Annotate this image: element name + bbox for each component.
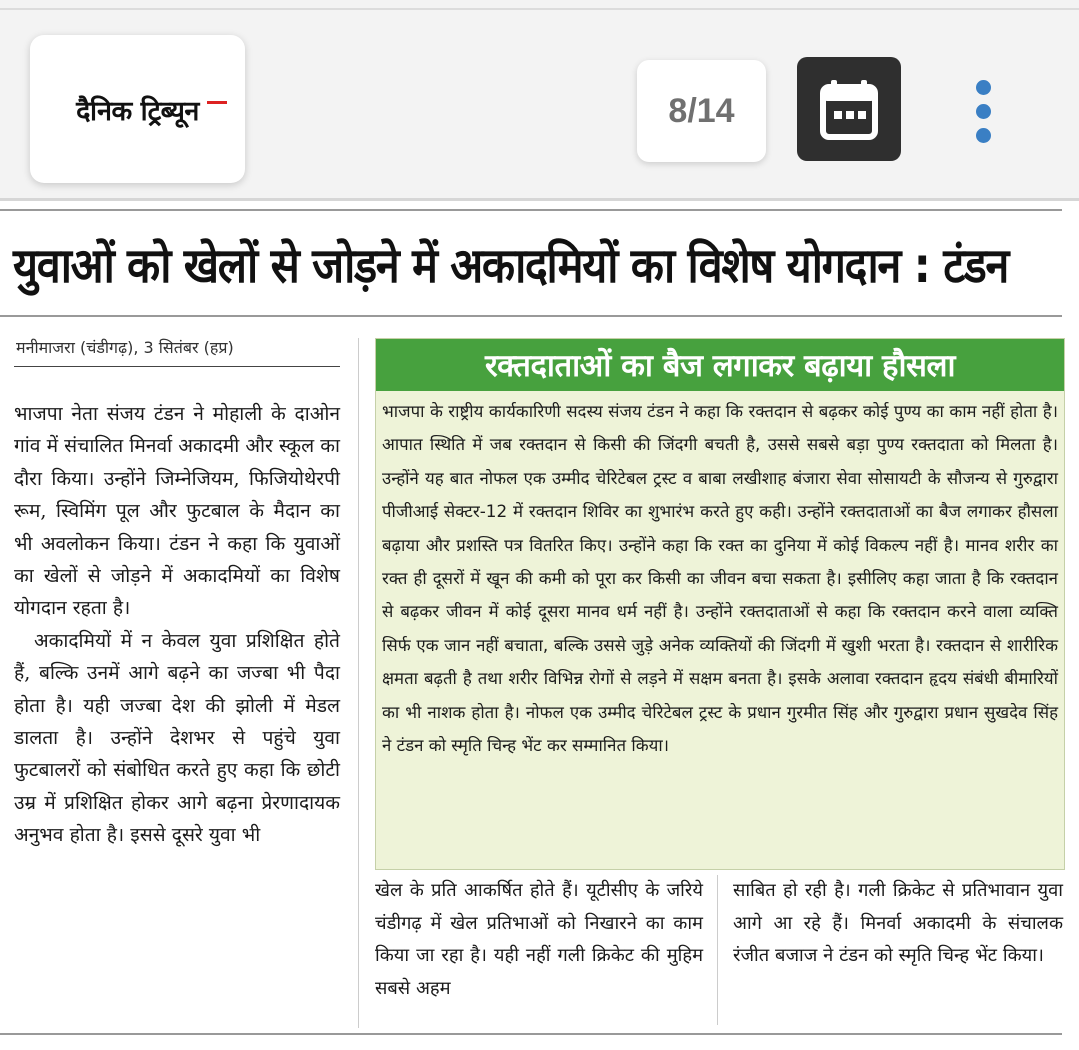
page-indicator: 8/14 (668, 91, 735, 130)
box-headline: रक्तदाताओं का बैज लगाकर बढ़ाया हौसला (376, 339, 1064, 391)
clipping-top-rule (0, 209, 1062, 211)
dateline-rule (14, 366, 340, 367)
article-dateline: मनीमाजरा (चंडीगढ़), 3 सितंबर (हप्र) (16, 338, 234, 357)
app-bar (0, 10, 1079, 198)
page-indicator-button[interactable] (637, 60, 766, 162)
article-paragraph: भाजपा नेता संजय टंडन ने मोहाली के दाओन गांव में संचालित मिनर्वा अकादमी और स्कूल का दौरा किया। उन्होंने जिम्नेजियम, फिजियोथेरपी रूम, स्विमिंग पूल और फुटबाल के मैदान का भी अवलोकन किया। टंडन ने कहा कि युवाओं का खेलों से जोड़ने में अकादमियों का विशेष योगदान रहता है। (14, 402, 340, 620)
logo-accent-mark (207, 101, 227, 104)
article-left-column (14, 398, 340, 852)
article-right-column: साबित हो रही है। गली क्रिकेट से प्रतिभावान युवा आगे आ रहे हैं। मिनर्वा अकादमी के संचालक रंजीत बजाज ने टंडन को स्मृति चिन्ह भेंट किया। (733, 880, 1063, 967)
newspaper-logo[interactable] (30, 35, 245, 183)
more-vertical-icon-dot (976, 104, 991, 119)
article-paragraph: अकादमियों में न केवल युवा प्रशिक्षित होते हैं, बल्कि उनमें आगे बढ़ने का जज्बा भी पैदा होता है। यही जज्बा देश की झोली में मेडल डालता है। उन्होंने देशभर से पहुंचे युवा फुटबालरों को संबोधित करते हुए कहा कि छोटी उम्र में प्रशिक्षित होकर आगे बढ़ना प्रेरणादायक अनुभव होता है। इससे दूसरे युवा भी (14, 628, 340, 847)
calendar-button[interactable] (797, 57, 901, 161)
column-separator (358, 338, 359, 1028)
box-body-text: भाजपा के राष्ट्रीय कार्यकारिणी सदस्य संजय टंडन ने कहा कि रक्तदान से बढ़कर कोई पुण्य का काम नहीं होता है। आपात स्थिति में जब रक्तदान से किसी की जिंदगी बचती है, उससे सबसे बड़ा पुण्य रक्तदाता को मिलता है। उन्होंने यह बात नोफल एक उम्मीद चेरिटेबल ट्रस्ट व बाबा लखीशाह बंजारा सेवा सोसायटी के सौजन्य से गुरुद्वारा पीजीआई सेक्टर-12 में रक्तदान शिविर का शुभारंभ करते हुए कही। उन्होंने रक्तदाताओं का बैज लगाकर हौसला बढ़ाया और प्रशस्ति पत्र वितरित किए। उन्होंने कहा कि रक्त का दुनिया में कोई विकल्प नहीं है। मानव शरीर का रक्त ही दूसरों में खून की कमी को पूरा कर किसी का जीवन बचा सकता है। इसीलिए कहा जाता है कि रक्तदान से बढ़कर जीवन में कोई दूसरा मानव धर्म नहीं है। उन्होंने रक्तदाताओं से कहा कि रक्तदान करने वाला व्यक्ति सिर्फ एक जान नहीं बचाता, बल्कि उससे जुड़े अनेक व्यक्तियों की जिंदगी में खुशी भरता है। रक्तदान से शारीरिक क्षमता बढ़ती है तथा शरीर विभिन्न रोगों से लड़ने में सक्षम बनता है। इसके अलावा रक्तदान हृदय संबंधी बीमारियों का भी नाशक होता है। नोफल एक उम्मीद चेरिटेबल ट्रस्ट के प्रधान गुरमीत सिंह और गुरुद्वारा प्रधान सुखदेव सिंह ने टंडन को स्मृति चिन्ह भेंट कर सम्मानित किया। (382, 401, 1058, 756)
more-vertical-icon (976, 80, 991, 95)
article-middle-column: खेल के प्रति आकर्षित होते हैं। यूटीसीए के जरिये चंडीगढ़ में खेल प्रतिभाओं को निखारने का काम किया जा रहा है। यही नहीं गली क्रिकेट की मुहिम सबसे अहम (375, 880, 703, 999)
article-headline: युवाओं को खेलों से जोड़ने में अकादमियों का विशेष योगदान : टंडन (13, 238, 1009, 294)
more-vertical-icon-dot (976, 128, 991, 143)
headline-rule (0, 315, 1062, 317)
logo-text: दैनिक ट्रिब्यून (76, 95, 199, 127)
calendar-icon (819, 78, 879, 140)
more-options-button[interactable] (968, 80, 998, 152)
column-separator (717, 875, 718, 1025)
clipping-bottom-rule (0, 1033, 1062, 1035)
sidebar-news-box (375, 338, 1065, 870)
